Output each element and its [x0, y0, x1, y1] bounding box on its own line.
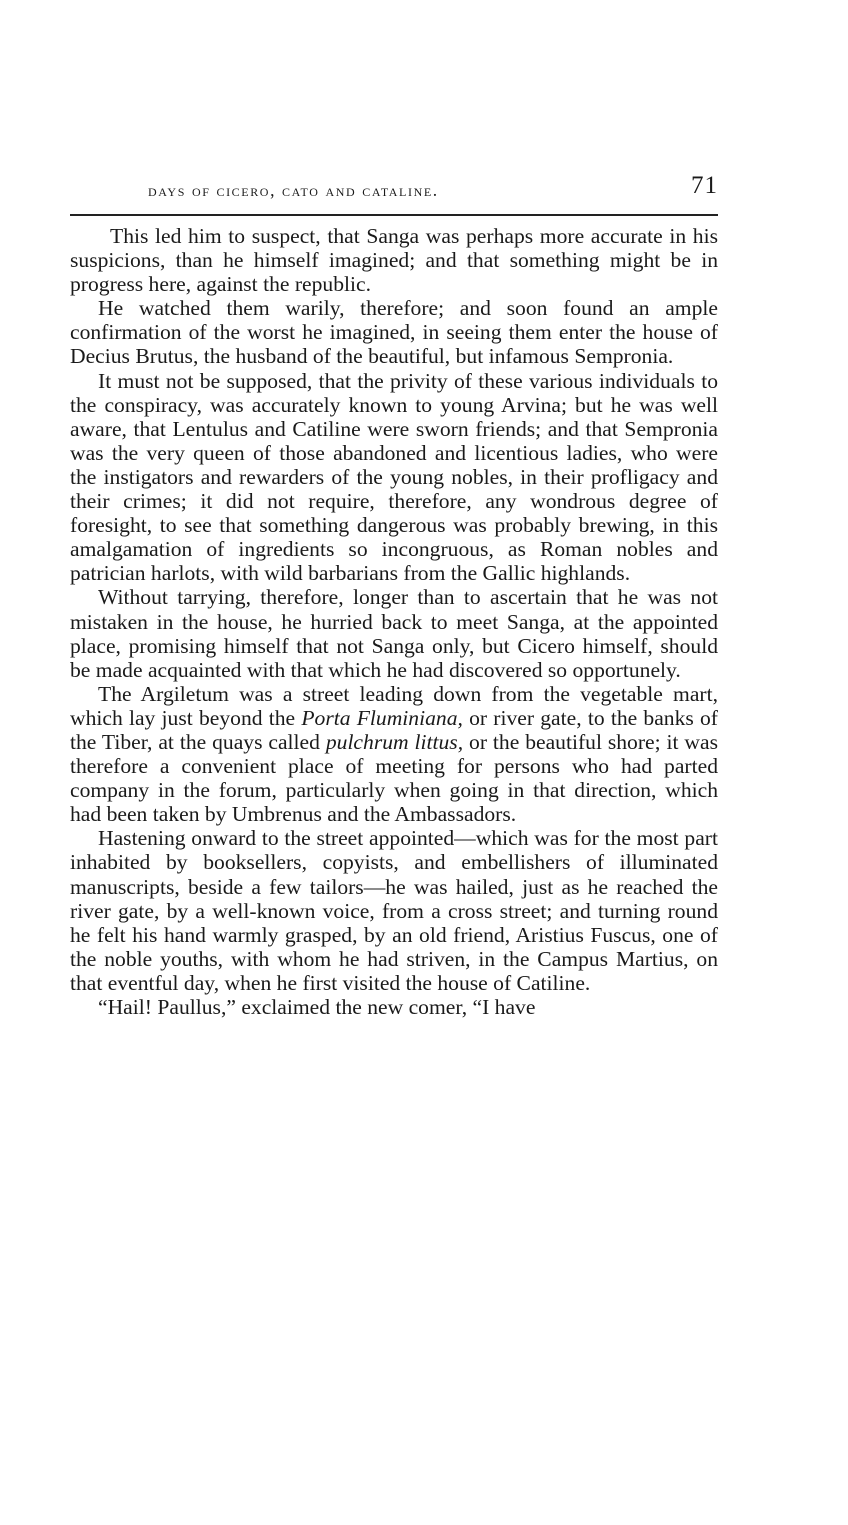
text-segment: “Hail! Paullus,” exclaimed the new comer, “I have	[98, 995, 536, 1019]
text-segment: This led him to suspect, that Sanga was perhaps more accurate in his suspicions, than he himself imagined; and that something might be in progress here, against the republic.	[70, 224, 718, 297]
text-segment: He watched them warily, therefore; and soon found an ample confirmation of the worst he imagined, in seeing them enter the house of Decius Brutus, the husband of the beautiful, but infamous Sempronia.	[70, 296, 718, 369]
text-segment: or the beautiful shore; it was therefore a convenient place of meeting for persons who had parted company in the forum, particularly when going in that direction, which had been taken by Umbrenus and the Ambassadors.	[70, 729, 719, 827]
text-segment: or river gate, to the banks of the Tiber, at the quays called	[70, 705, 718, 754]
running-title: days of cicero, cato and cataline.	[148, 180, 439, 200]
text-segment: It must not be supposed, that the privity of these various individuals to the conspiracy, was accurately known to young Arvina; but he was well aware, that Lentulus and Catiline were sworn friends; and that Sempronia was the very queen of those abandoned and licentious ladies, who were the instigators and rewarders of the young nobles, in their profligacy and their crimes; it did not require, therefore, any wondrous degree of foresight, to see that something dangerous was probably brewing, in this amalgamation of ingredients so incongruous, as Roman nobles and patrician harlots, with wild barbarians from the Gallic highlands.	[70, 368, 718, 586]
paragraph-1	[70, 224, 718, 296]
paragraph-5	[70, 682, 718, 827]
paragraph-3	[70, 369, 718, 586]
italic-term: pulchrum littus,	[325, 729, 464, 754]
body-text	[70, 224, 718, 1019]
header-rule	[70, 214, 718, 216]
running-head	[70, 172, 718, 208]
text-segment: The Argiletum was a street leading down from the vegetable mart, which lay just beyond the	[70, 681, 718, 730]
text-segment: Hastening onward to the street appointed—which was for the most part inhabited by booksellers, copyists, and embellishers of illuminated manuscripts, beside a few tailors—he was hailed, just as he reached the river gate, by a well-known voice, from a cross street; and turning round he felt his hand warmly grasped, by an old friend, Aristius Fuscus, one of the noble youths, with whom he had striven, in the Campus Martius, on that eventful day, when he first visited the house of Catiline.	[70, 826, 718, 995]
paragraph-2	[70, 296, 718, 368]
page-number: 71	[691, 172, 718, 199]
paragraph-4	[70, 585, 718, 681]
text-segment: Without tarrying, therefore, longer than to ascertain that he was not mistaken in the house, he hurried back to meet Sanga, at the appointed place, promising himself that not Sanga only, but Cicero himself, should be made acquainted with that which he had discovered so opportunely.	[70, 585, 718, 682]
book-page	[70, 172, 718, 1019]
paragraph-7	[70, 995, 718, 1019]
italic-term: Porta Fluminiana,	[301, 705, 463, 730]
paragraph-6	[70, 826, 718, 995]
